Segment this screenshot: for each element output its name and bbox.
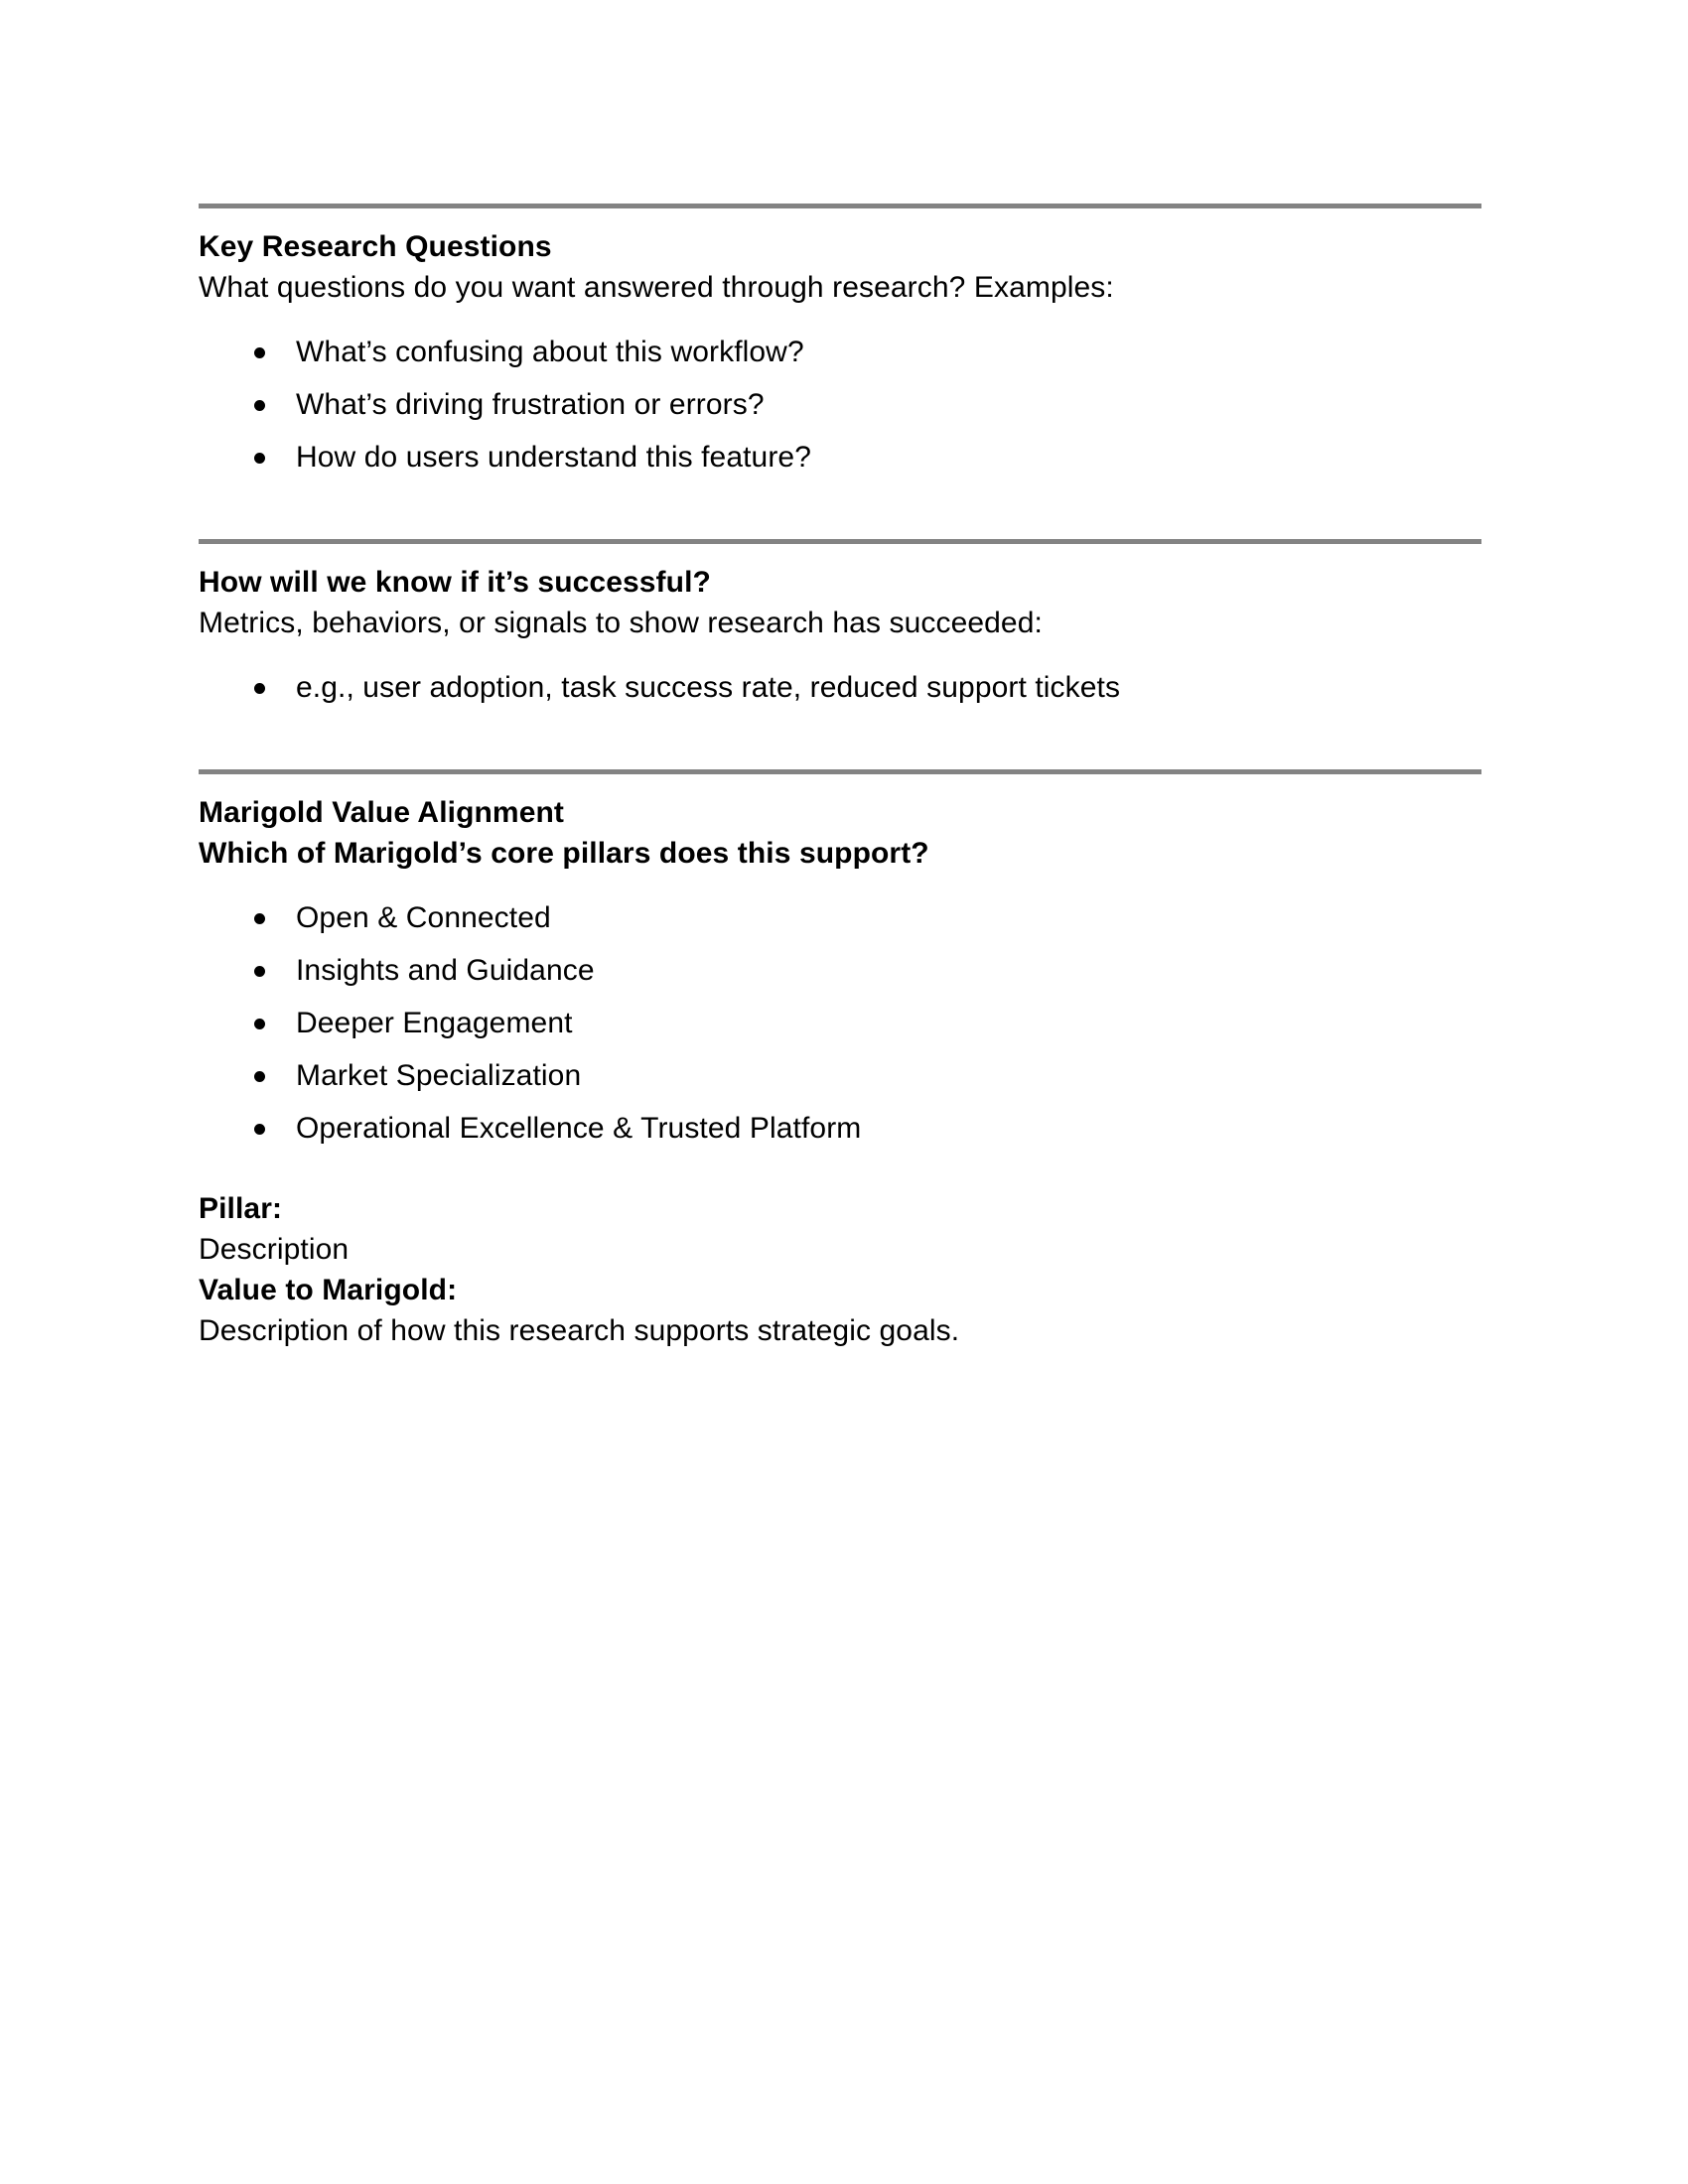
list-item-label: Market Specialization (296, 1059, 582, 1092)
document-content (199, 204, 1481, 1351)
bullet-dot-icon (254, 1124, 265, 1135)
section-subheading-marigold-pillars-question: Which of Marigold’s core pillars does this support? (199, 837, 929, 870)
field-label-pillar: Pillar: (199, 1192, 283, 1225)
list-item-label: Operational Excellence & Trusted Platform (296, 1112, 862, 1145)
pillar-fields (199, 1188, 1481, 1351)
bullet-dot-icon (254, 966, 265, 977)
field-label-value-to-marigold: Value to Marigold: (199, 1274, 458, 1306)
bullet-list-success-criteria (199, 667, 1481, 708)
bullet-list-key-research-questions (199, 332, 1481, 478)
section-body-success-criteria: Metrics, behaviors, or signals to show research has succeeded: (199, 607, 1043, 639)
section-key-research-questions (199, 226, 1481, 478)
bullet-dot-icon (254, 913, 265, 924)
bullet-dot-icon (254, 1071, 265, 1082)
field-value-value-to-marigold: Description of how this research supports strategic goals. (199, 1314, 960, 1347)
section-heading-success-criteria: How will we know if it’s successful? (199, 566, 711, 599)
section-success-criteria (199, 562, 1481, 708)
list-item-label: Insights and Guidance (296, 954, 595, 987)
list-item (199, 950, 1481, 991)
section-marigold-value-alignment (199, 792, 1481, 1351)
list-item (199, 897, 1481, 938)
list-item (199, 1108, 1481, 1149)
list-item-label: What’s driving frustration or errors? (296, 388, 765, 421)
field-value-pillar: Description (199, 1233, 350, 1266)
list-item (199, 384, 1481, 425)
list-item (199, 667, 1481, 708)
list-item-label: Open & Connected (296, 901, 551, 934)
list-item-label: e.g., user adoption, task success rate, reduced support tickets (296, 671, 1121, 704)
list-item (199, 1003, 1481, 1043)
list-item (199, 332, 1481, 372)
list-item (199, 437, 1481, 478)
list-item (199, 1055, 1481, 1096)
list-item-label: Deeper Engagement (296, 1007, 573, 1039)
bullet-dot-icon (254, 1019, 265, 1029)
section-body-key-research-questions: What questions do you want answered through research? Examples: (199, 271, 1114, 304)
bullet-list-marigold-pillars (199, 897, 1481, 1149)
section-heading-key-research-questions: Key Research Questions (199, 230, 552, 263)
bullet-dot-icon (254, 347, 265, 358)
section-heading-marigold-value-alignment: Marigold Value Alignment (199, 796, 564, 829)
bullet-dot-icon (254, 453, 265, 464)
list-item-label: What’s confusing about this workflow? (296, 336, 804, 368)
bullet-dot-icon (254, 683, 265, 694)
bullet-dot-icon (254, 400, 265, 411)
list-item-label: How do users understand this feature? (296, 441, 812, 474)
